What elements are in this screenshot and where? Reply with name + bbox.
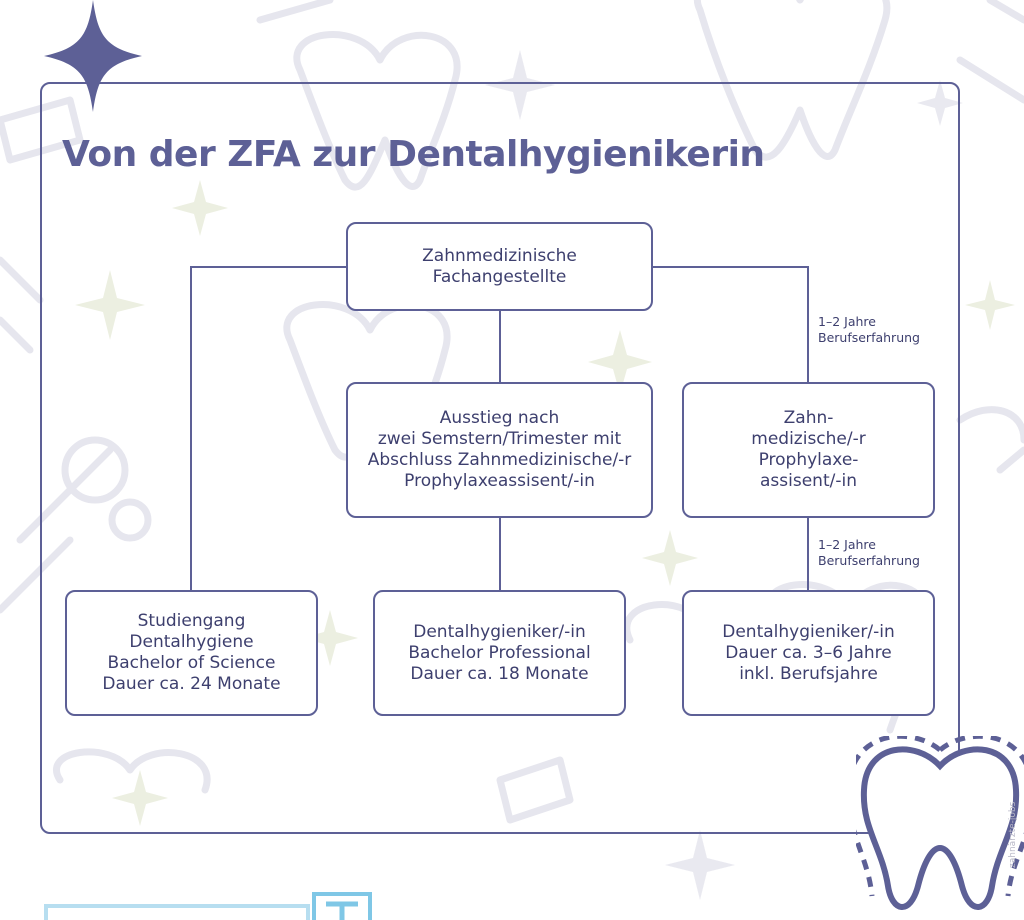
node-ausstieg-line: Abschluss Zahnmedizinische/-r	[367, 450, 632, 470]
edge-label-line: Berufserfahrung	[818, 553, 920, 568]
edge-label-experience-bottom	[818, 537, 920, 569]
diagram-title: Von der ZFA zur Dentalhygienikerin	[62, 134, 765, 175]
node-aufstieg	[682, 590, 935, 716]
node-aufstieg-line: Dentalhygieniker/-in	[722, 621, 895, 642]
node-zfa-line: Zahnmedizinische	[422, 245, 577, 266]
node-zfa	[346, 222, 653, 311]
edge-zfa-zmp	[653, 267, 808, 382]
node-aufstieg-line: Dauer ca. 3–6 Jahre	[725, 642, 892, 663]
tooth-icon	[856, 736, 1024, 920]
edge-zfa-studiengang	[191, 267, 346, 590]
node-ausstieg-line: zwei Semstern/Trimester mit	[377, 429, 622, 449]
node-bachelor-professional-line: Bachelor Professional	[408, 642, 591, 663]
edge-label-line: Berufserfahrung	[818, 330, 920, 345]
node-ausstieg-line: Prophylaxeassisent/-in	[404, 471, 595, 491]
image-credit: zahnärzte-jobs	[1008, 801, 1018, 868]
node-bachelor-professional	[373, 590, 626, 716]
edge-label-line: 1–2 Jahre	[818, 314, 876, 329]
node-aufstieg-line: inkl. Berufsjahre	[739, 663, 878, 684]
edge-label-experience-top	[818, 314, 920, 346]
node-zfa-line: Fachangestellte	[432, 266, 567, 287]
logo-icon	[44, 892, 374, 920]
node-bachelor-professional-line: Dauer ca. 18 Monate	[410, 663, 589, 684]
node-studiengang	[65, 590, 318, 716]
node-studiengang-line: Studiengang	[137, 611, 246, 631]
node-zmp-line: assisent/-in	[760, 471, 857, 491]
node-studiengang-line: Bachelor of Science	[107, 653, 276, 673]
node-zmp-line: Prophylaxe-	[758, 450, 859, 470]
edge-label-line: 1–2 Jahre	[818, 537, 876, 552]
node-ausstieg-line: Ausstieg nach	[439, 408, 560, 428]
node-zmp-line: Zahn-	[783, 408, 834, 428]
node-ausstieg	[346, 382, 653, 518]
node-bachelor-professional-line: Dentalhygieniker/-in	[413, 621, 586, 642]
node-zmp-line: medizische/-r	[751, 429, 866, 449]
node-zmp	[682, 382, 935, 518]
node-studiengang-line: Dentalhygiene	[129, 632, 254, 652]
node-studiengang-line: Dauer ca. 24 Monate	[102, 674, 281, 694]
